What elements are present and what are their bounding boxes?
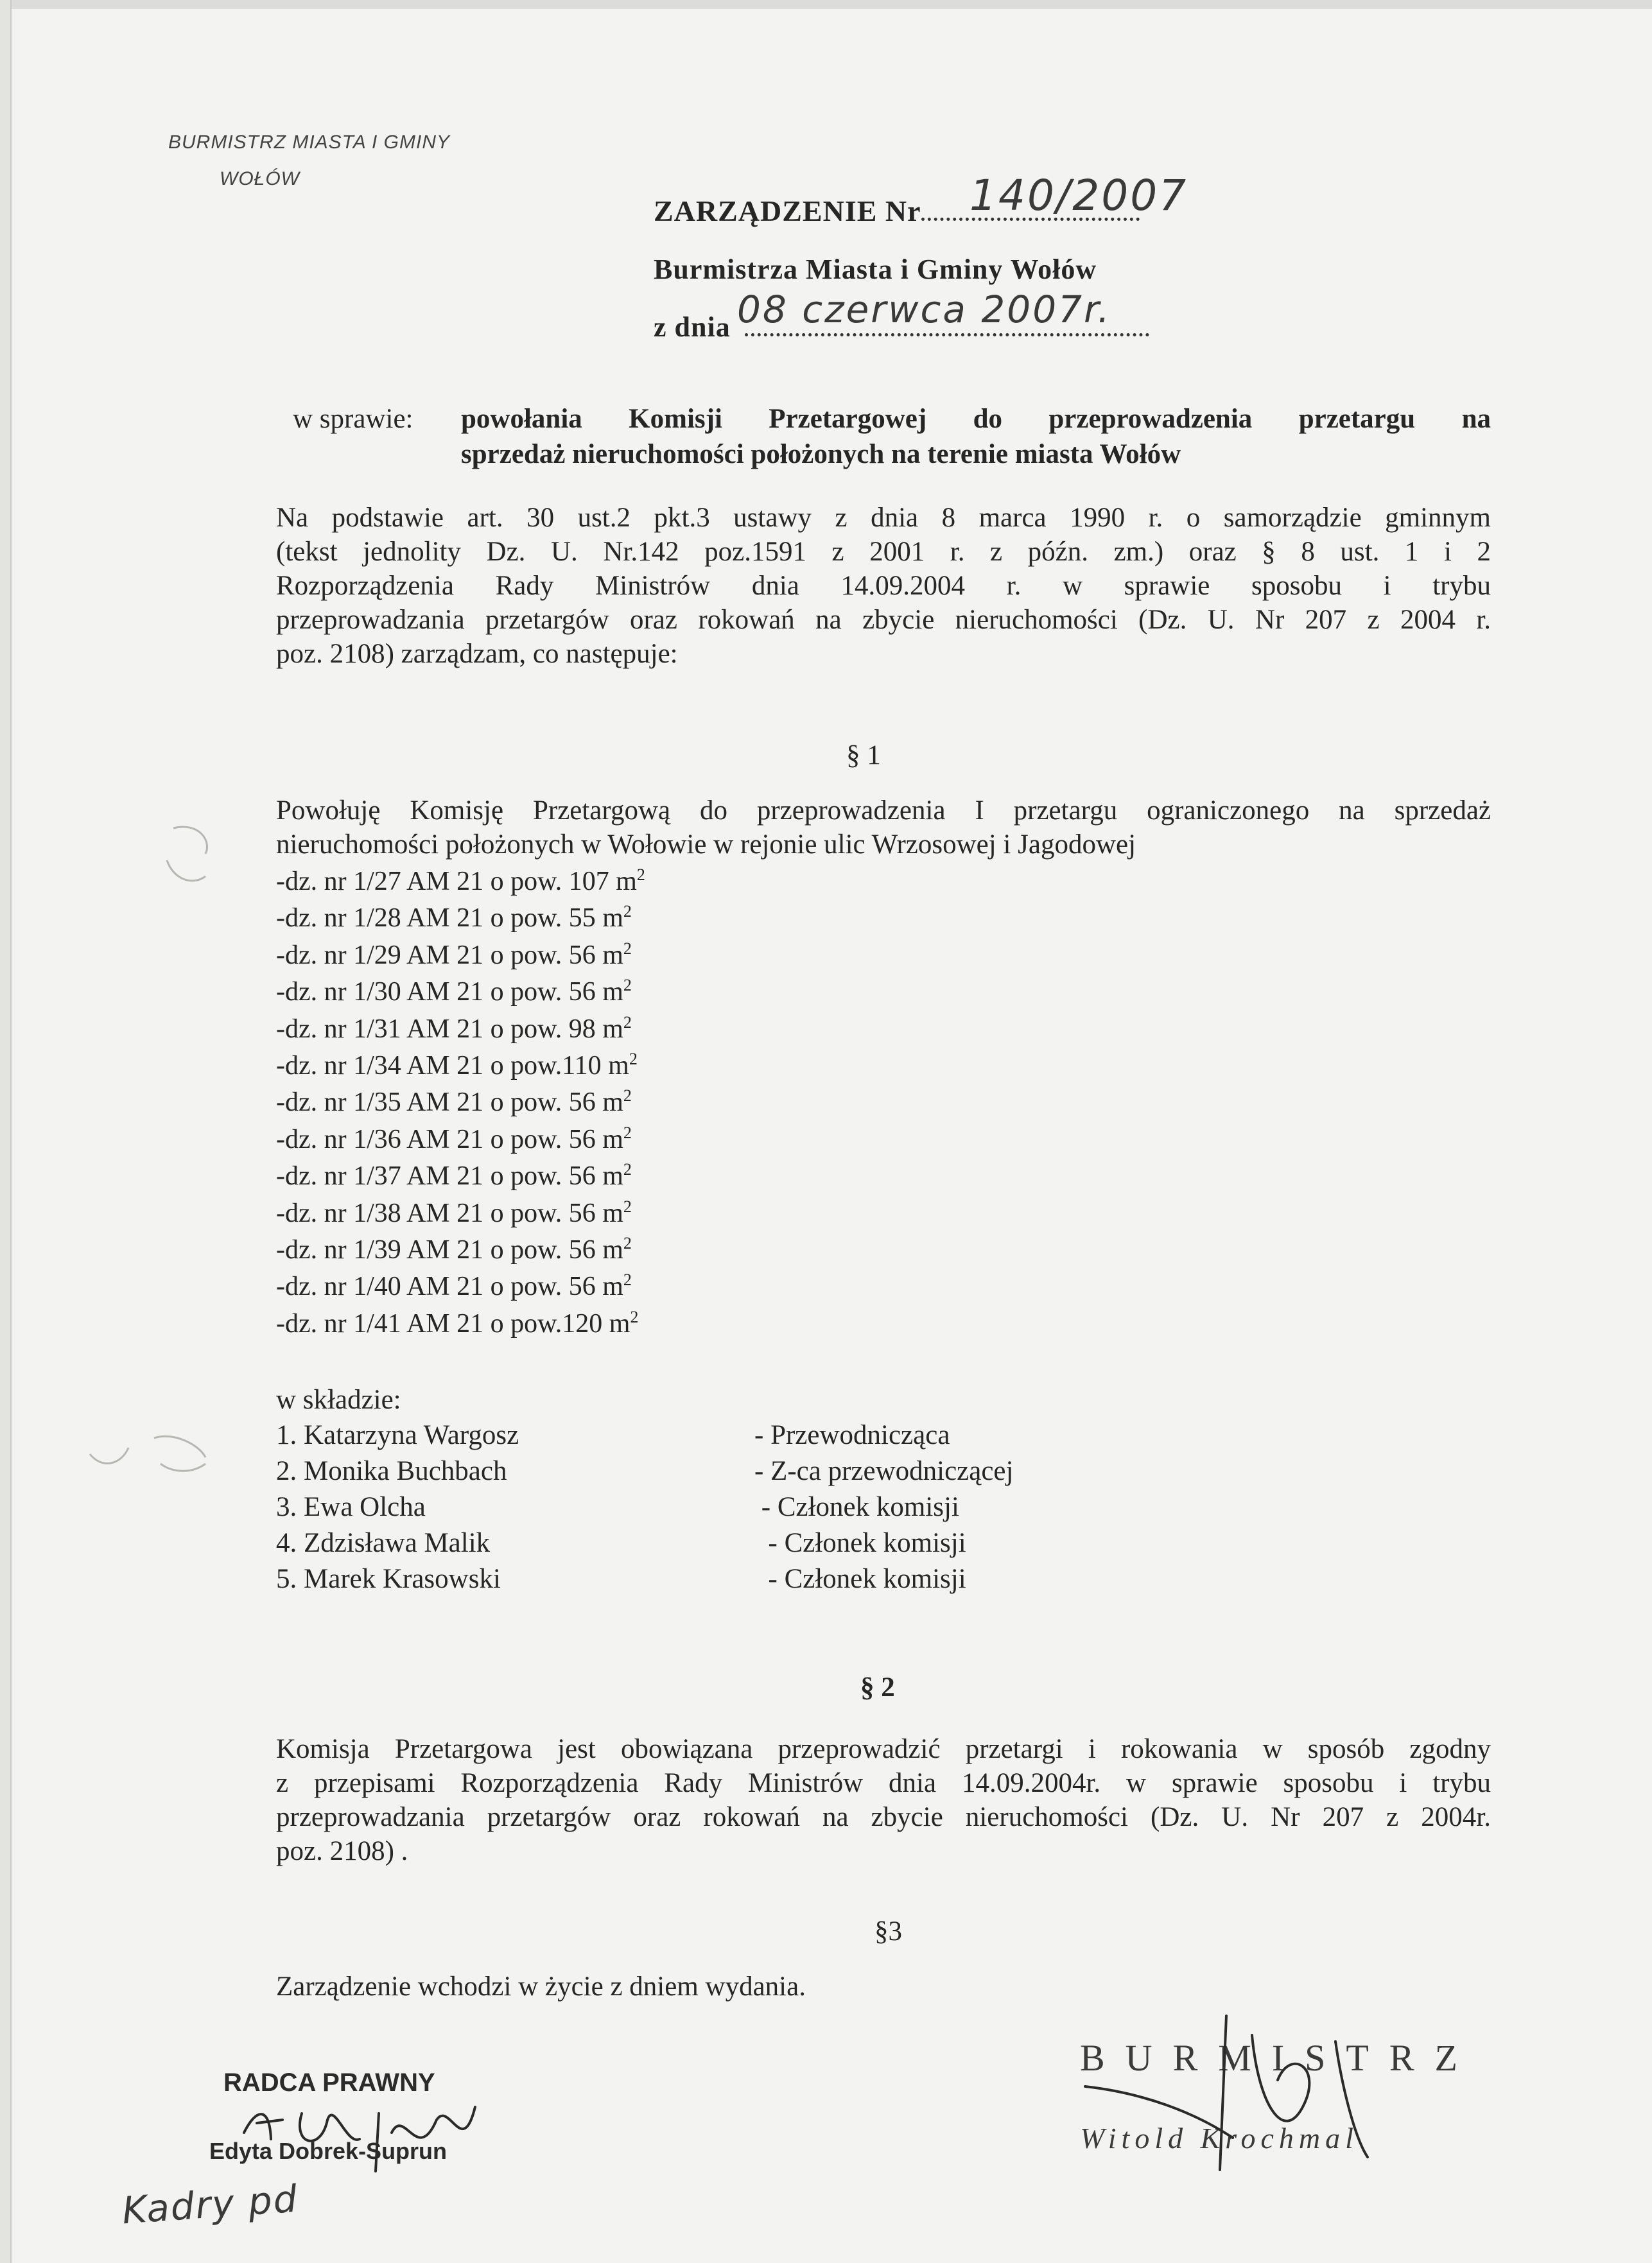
plot-list (276, 863, 645, 1342)
section3-heading: §3 (874, 1916, 902, 1947)
preamble-line: (tekst jednolity Dz. U. Nr.142 poz.1591 z 2001 r. z późn. zm.) oraz § 8 ust. 1 i 2 (276, 537, 1491, 567)
member-roles (754, 1418, 1013, 1597)
legal-stamp-name: Edyta Dobrek-Suprun (209, 2138, 448, 2164)
section1-heading: § 1 (846, 740, 881, 770)
section2-line: Komisja Przetargowa jest obowiązana przeprowadzić przetargi i rokowania w sposób zgodny (276, 1734, 1491, 1764)
member-name: 3. Ewa Olcha (276, 1492, 426, 1522)
member-role: - Członek komisji (754, 1492, 959, 1522)
member-name: 4. Zdzisława Malik (276, 1528, 491, 1558)
section2-heading: § 2 (860, 1672, 895, 1703)
date-label: z dnia (654, 311, 731, 343)
plot-item: -dz. nr 1/27 AM 21 o pow. 107 $m^2$ (276, 865, 645, 896)
member-name: 2. Monika Buchbach (276, 1456, 507, 1486)
plot-item: -dz. nr 1/39 AM 21 o pow. 56 $m^2$ (276, 1234, 632, 1265)
composition-label: w składzie: (276, 1385, 401, 1415)
office-stamp-line1: BURMISTRZ MIASTA I GMINY (168, 132, 451, 153)
member-names (276, 1418, 519, 1597)
member-name: 5. Marek Krasowski (276, 1564, 501, 1594)
section3-text: Zarządzenie wchodzi w życie z dniem wydania. (276, 1972, 806, 2002)
handwritten-note: Kadry pd (120, 2176, 300, 2233)
handwritten-number: 140/2007 (969, 171, 1188, 220)
plot-item: -dz. nr 1/31 AM 21 o pow. 98 $m^2$ (276, 1012, 632, 1044)
handwritten-date: 08 czerwca 2007r. (737, 288, 1111, 331)
plot-item: -dz. nr 1/30 AM 21 o pow. 56 $m^2$ (276, 976, 632, 1007)
member-name: 1. Katarzyna Wargosz (276, 1420, 519, 1450)
scan-edge-left (0, 0, 12, 2263)
subject-line1: powołania Komisji Przetargowej do przeprowadzenia przetargu na (461, 404, 1491, 434)
preamble-line: poz. 2108) zarządzam, co następuje: (276, 639, 678, 669)
plot-item: -dz. nr 1/29 AM 21 o pow. 56 $m^2$ (276, 939, 632, 970)
mayor-stamp-title: BURMISTRZ (1080, 2037, 1478, 2079)
preamble-line: Na podstawie art. 30 ust.2 pkt.3 ustawy z dnia 8 marca 1990 r. o samorządzie gminnym (276, 503, 1491, 533)
member-role: - Członek komisji (754, 1528, 966, 1558)
issuer: Burmistrza Miasta i Gminy Wołów (654, 254, 1097, 285)
section2-text (276, 1732, 1491, 1868)
preamble (276, 501, 1491, 671)
preamble-line: przeprowadzania przetargów oraz rokowań na zbycie nieruchomości (Dz. U. Nr 207 z 2004 r. (276, 605, 1491, 635)
section1-line: Powołuję Komisję Przetargową do przeprowadzenia I przetargu ograniczonego na sprzedaż (276, 795, 1491, 826)
legal-signature-icon (231, 2094, 514, 2184)
section2-line: z przepisami Rozporządzenia Rady Ministrów dnia 14.09.2004r. w sprawie sposobu i trybu (276, 1768, 1491, 1798)
subject-line2: sprzedaż nieruchomości położonych na terenie miasta Wołów (461, 439, 1181, 469)
punch-hole-icon (77, 1419, 218, 1483)
plot-item: -dz. nr 1/38 AM 21 o pow. 56 $m^2$ (276, 1197, 632, 1228)
plot-item: -dz. nr 1/34 AM 21 o pow.110 $m^2$ (276, 1050, 638, 1081)
plot-item: -dz. nr 1/35 AM 21 o pow. 56 $m^2$ (276, 1086, 632, 1118)
mayor-stamp-name: Witold Krochmal (1080, 2122, 1359, 2155)
member-role: - Członek komisji (754, 1564, 966, 1594)
plot-item: -dz. nr 1/28 AM 21 o pow. 55 $m^2$ (276, 902, 632, 933)
section1-intro (276, 793, 1491, 862)
section1-line: nieruchomości położonych w Wołowie w rejonie ulic Wrzosowej i Jagodowej (276, 829, 1136, 860)
office-stamp-line2: WOŁÓW (220, 168, 300, 189)
plot-item: -dz. nr 1/37 AM 21 o pow. 56 $m^2$ (276, 1160, 632, 1192)
legal-stamp-title: RADCA PRAWNY (223, 2068, 435, 2097)
title-label: ZARZĄDZENIE Nr (654, 195, 921, 227)
plot-item: -dz. nr 1/40 AM 21 o pow. 56 $m^2$ (276, 1270, 632, 1302)
member-role: - Przewodnicząca (754, 1420, 950, 1450)
plot-item: -dz. nr 1/36 AM 21 o pow. 56 $m^2$ (276, 1123, 632, 1154)
scan-edge-top (0, 0, 1652, 9)
subject-label: w sprawie: (293, 404, 413, 434)
member-role: - Z-ca przewodniczącej (754, 1456, 1014, 1486)
punch-hole-icon (148, 815, 225, 892)
mayor-signature-icon (1066, 2009, 1425, 2176)
preamble-line: Rozporządzenia Rady Ministrów dnia 14.09.2004 r. w sprawie sposobu i trybu (276, 571, 1491, 601)
plot-item: -dz. nr 1/41 AM 21 o pow.120 $m^2$ (276, 1307, 639, 1339)
section2-line: przeprowadzania przetargów oraz rokowań na zbycie nieruchomości (Dz. U. Nr 207 z 2004r. (276, 1802, 1491, 1832)
section2-line: poz. 2108) . (276, 1836, 408, 1866)
